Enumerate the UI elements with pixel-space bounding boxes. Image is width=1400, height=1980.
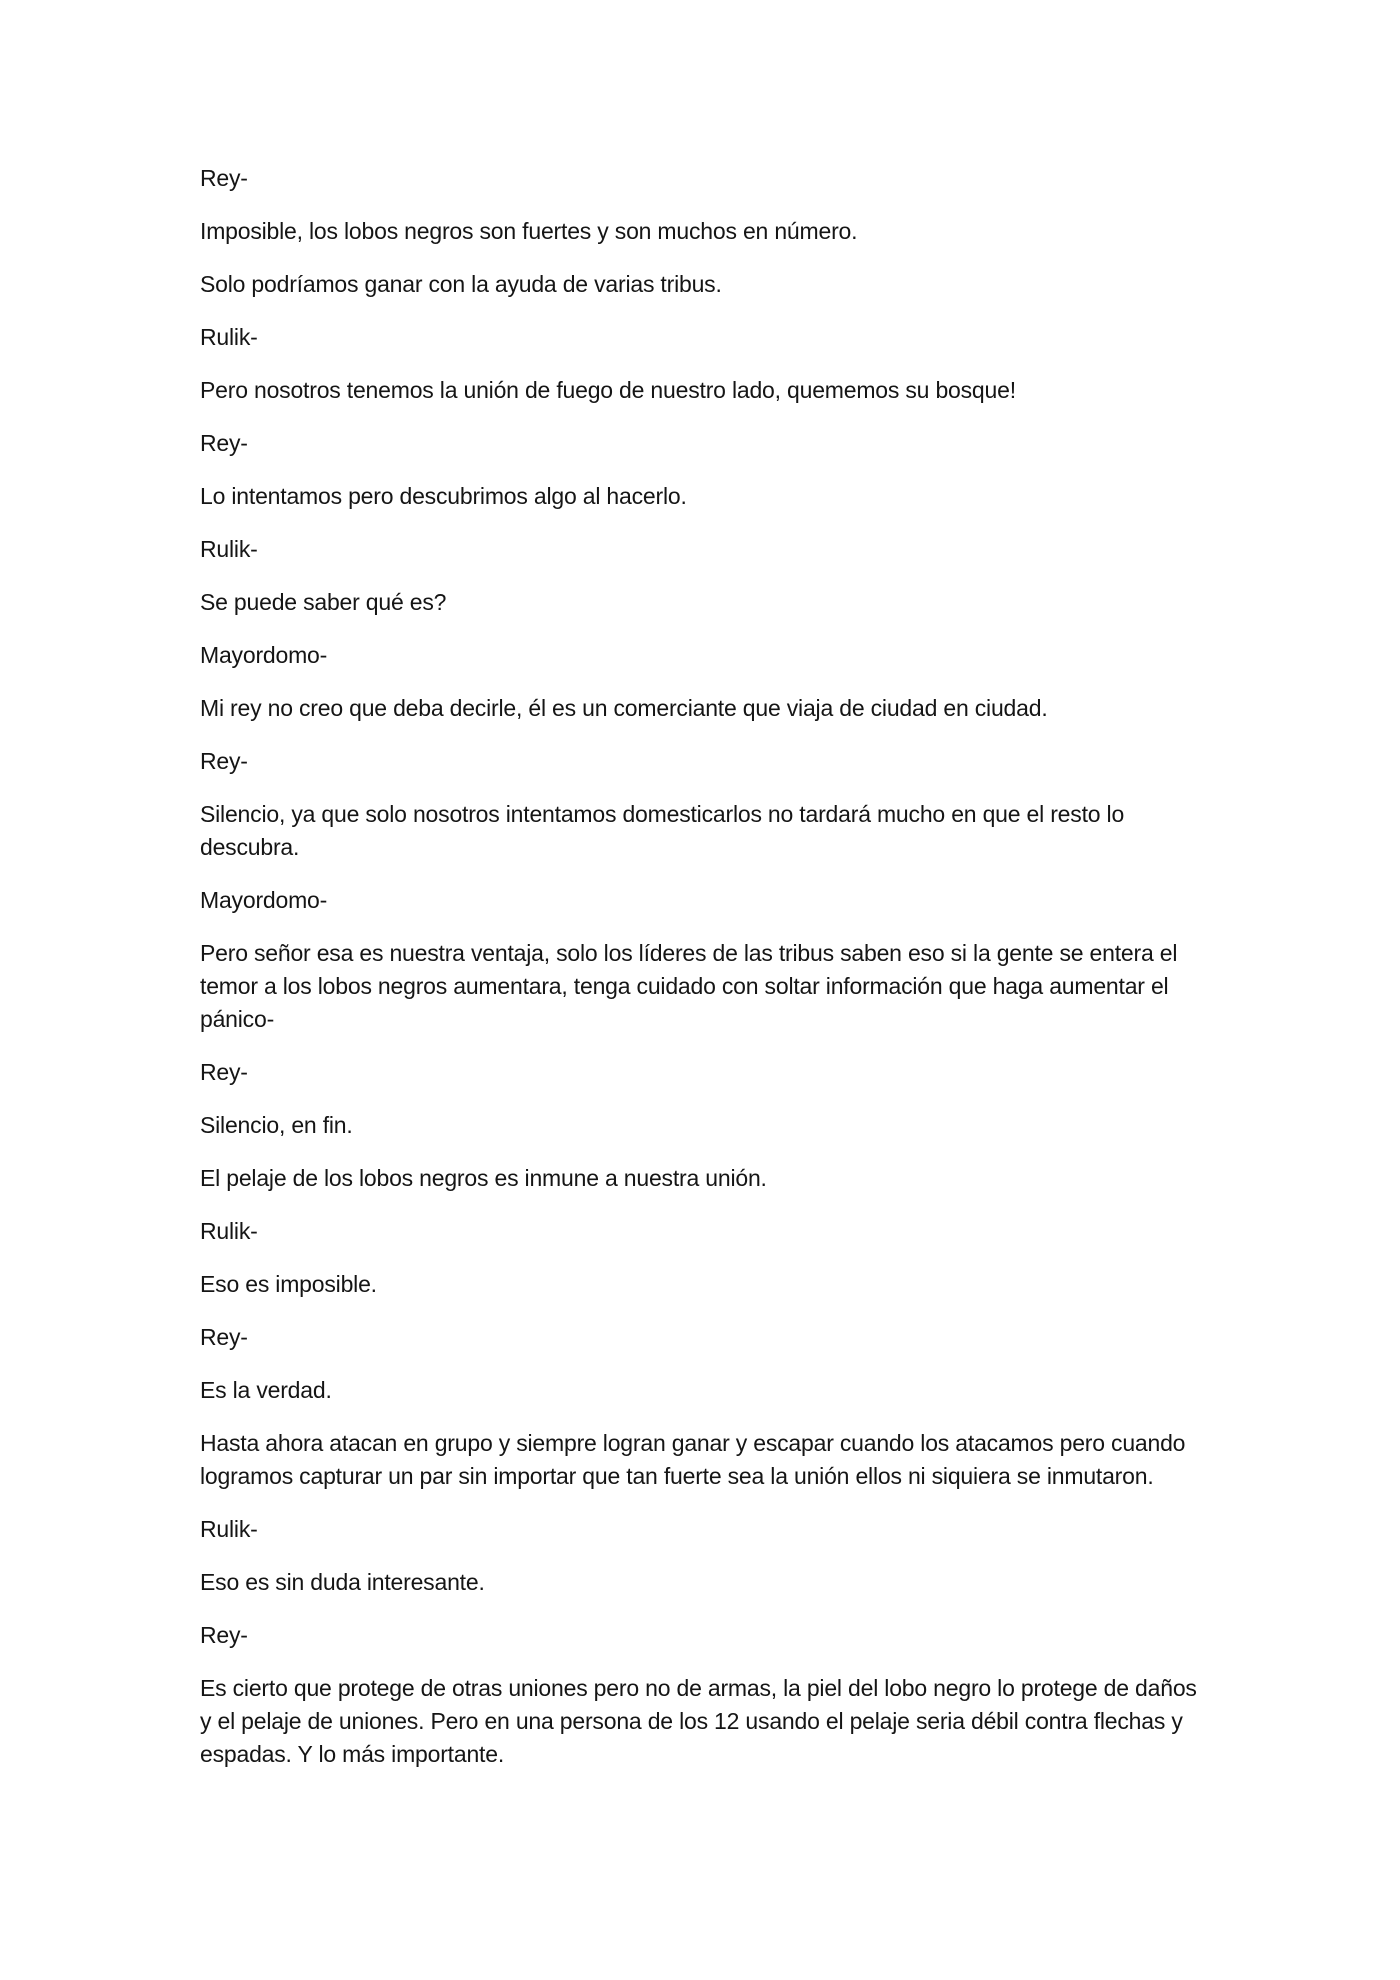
speaker-label: Rulik-	[200, 1516, 258, 1542]
dialogue-paragraph: Es cierto que protege de otras uniones pero no de armas, la piel del lobo negro lo protege de daños y el pelaje de uniones. Pero en una persona de los 12 usando el pelaje seria débil contra flechas y espadas. Y lo más importante.	[200, 1675, 1197, 1767]
speaker-label: Rey-	[200, 1059, 248, 1085]
dialogue-paragraph: Es la verdad.	[200, 1377, 332, 1403]
speaker-label: Rulik-	[200, 1218, 258, 1244]
dialogue-paragraph: Eso es sin duda interesante.	[200, 1569, 485, 1595]
dialogue-paragraph: Pero señor esa es nuestra ventaja, solo los líderes de las tribus saben eso si la gente se entera el temor a los lobos negros aumentara, tenga cuidado con soltar información que haga aumentar el pánico-	[200, 940, 1178, 1032]
dialogue-paragraph: El pelaje de los lobos negros es inmune a nuestra unión.	[200, 1165, 767, 1191]
dialogue-paragraph: Mi rey no creo que deba decirle, él es un comerciante que viaja de ciudad en ciudad.	[200, 695, 1048, 721]
document-body	[200, 162, 1210, 1791]
speaker-label: Rey-	[200, 748, 248, 774]
speaker-label: Rey-	[200, 165, 248, 191]
speaker-label: Rey-	[200, 1324, 248, 1350]
speaker-label: Rey-	[200, 430, 248, 456]
dialogue-paragraph: Eso es imposible.	[200, 1271, 377, 1297]
speaker-label: Rulik-	[200, 536, 258, 562]
dialogue-paragraph: Silencio, en fin.	[200, 1112, 353, 1138]
speaker-label: Mayordomo-	[200, 887, 328, 913]
dialogue-paragraph: Hasta ahora atacan en grupo y siempre logran ganar y escapar cuando los atacamos pero cuando logramos capturar un par sin importar que tan fuerte sea la unión ellos ni siquiera se inmutaron.	[200, 1430, 1186, 1489]
dialogue-paragraph: Silencio, ya que solo nosotros intentamos domesticarlos no tardará mucho en que el resto lo descubra.	[200, 801, 1125, 860]
dialogue-paragraph: Pero nosotros tenemos la unión de fuego de nuestro lado, quememos su bosque!	[200, 377, 1016, 403]
dialogue-paragraph: Solo podríamos ganar con la ayuda de varias tribus.	[200, 271, 722, 297]
dialogue-paragraph: Se puede saber qué es?	[200, 589, 447, 615]
dialogue-paragraph: Imposible, los lobos negros son fuertes y son muchos en número.	[200, 218, 858, 244]
speaker-label: Rulik-	[200, 324, 258, 350]
dialogue-paragraph: Lo intentamos pero descubrimos algo al hacerlo.	[200, 483, 687, 509]
speaker-label: Rey-	[200, 1622, 248, 1648]
speaker-label: Mayordomo-	[200, 642, 328, 668]
